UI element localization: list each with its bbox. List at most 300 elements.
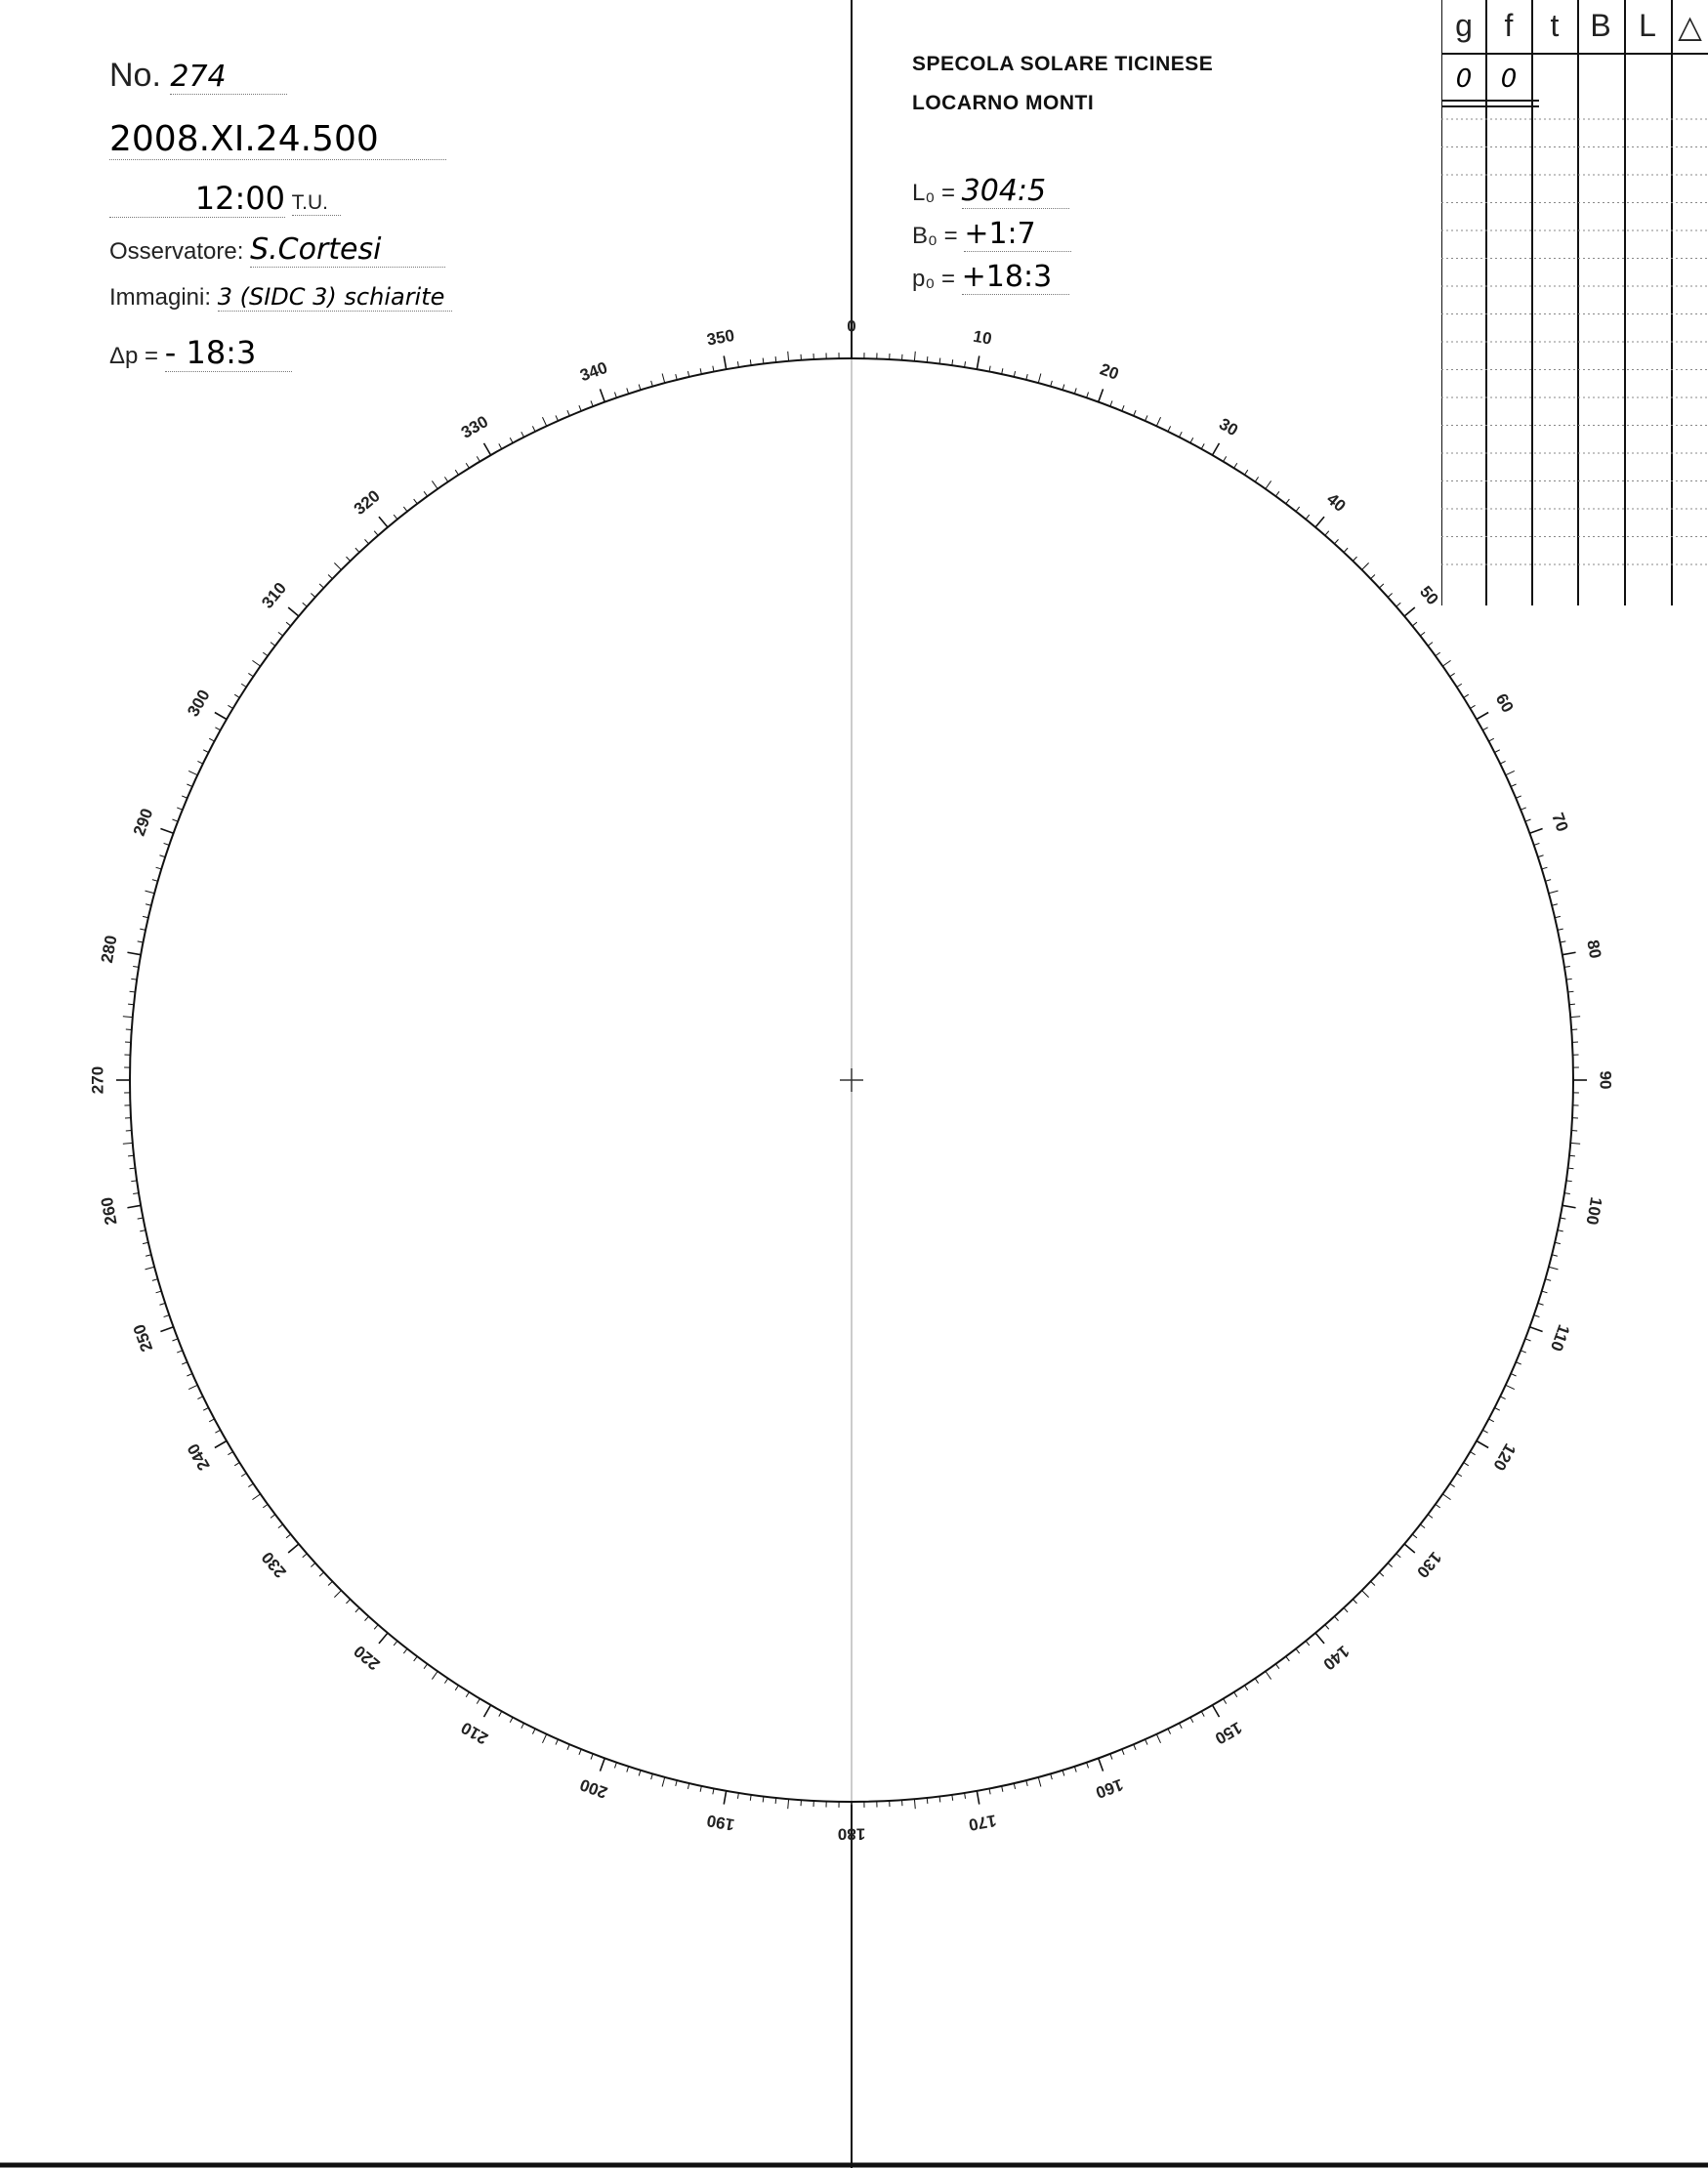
- degree-tick: [1569, 1155, 1575, 1156]
- angle-label: 0: [847, 316, 856, 336]
- degree-tick: [1344, 548, 1348, 552]
- degree-tick: [713, 366, 714, 372]
- degree-tick: [146, 891, 155, 894]
- degree-tick: [355, 1607, 359, 1611]
- angle-label: 200: [577, 1774, 610, 1803]
- degree-tick: [1122, 1749, 1124, 1755]
- L0-value: 304:5: [962, 174, 1069, 209]
- degree-tick: [1353, 557, 1356, 561]
- degree-tick: [775, 1798, 776, 1804]
- degree-tick: [303, 1554, 308, 1558]
- degree-tick: [156, 1291, 162, 1293]
- degree-tick: [1244, 470, 1247, 475]
- degree-tick: [1549, 1267, 1559, 1270]
- degree-tick: [1436, 652, 1440, 656]
- degree-tick: [1074, 388, 1076, 394]
- degree-tick: [466, 1692, 469, 1697]
- degree-tick: [662, 1777, 665, 1787]
- degree-tick: [1122, 405, 1124, 411]
- degree-tick: [1555, 916, 1561, 917]
- degree-tick: [614, 393, 616, 398]
- degree-tick: [1511, 1374, 1516, 1376]
- angle-label: 260: [97, 1195, 121, 1227]
- degree-tick: [662, 374, 665, 384]
- degree-tick: [334, 1591, 341, 1598]
- degree-tick: [1156, 1734, 1160, 1743]
- angle-label: 240: [184, 1439, 214, 1475]
- degree-tick: [172, 1339, 178, 1341]
- angle-label: 230: [258, 1548, 290, 1582]
- degree-tick: [203, 1407, 208, 1410]
- degree-tick: [444, 477, 447, 481]
- degree-tick: [252, 660, 260, 666]
- degree-tick: [188, 771, 197, 774]
- degree-tick: [311, 1563, 314, 1566]
- degree-tick: [379, 1633, 388, 1644]
- degree-tick: [1334, 1616, 1338, 1620]
- degree-tick: [1286, 1656, 1290, 1661]
- angle-label: 190: [705, 1811, 736, 1835]
- degree-tick: [1470, 705, 1475, 708]
- degree-tick: [278, 632, 283, 636]
- degree-tick: [1234, 1692, 1237, 1697]
- degree-tick: [1420, 632, 1425, 636]
- degree-tick: [286, 622, 291, 626]
- degree-tick: [1555, 1242, 1561, 1243]
- degree-tick: [1266, 480, 1271, 488]
- degree-tick: [1538, 855, 1544, 857]
- degree-tick: [965, 361, 966, 367]
- degree-tick: [1562, 952, 1576, 954]
- degree-tick: [215, 728, 220, 730]
- degree-tick: [1146, 1739, 1147, 1744]
- degree-tick: [1482, 1430, 1487, 1433]
- degree-tick: [138, 1218, 144, 1219]
- degree-tick: [1500, 761, 1505, 764]
- degree-tick: [414, 499, 418, 504]
- angle-label: 220: [350, 1642, 384, 1674]
- degree-tick: [1201, 443, 1204, 448]
- degree-tick: [1560, 1218, 1565, 1219]
- degree-tick: [1146, 415, 1147, 420]
- degree-tick: [164, 843, 170, 845]
- degree-tick: [248, 1483, 253, 1486]
- time-unit-label: T.U.: [292, 191, 341, 216]
- degree-tick: [1428, 1515, 1433, 1519]
- angle-label: 40: [1322, 489, 1350, 516]
- degree-tick: [989, 1788, 990, 1794]
- degree-tick: [123, 1017, 133, 1018]
- degree-tick: [241, 684, 246, 687]
- degree-tick: [146, 904, 151, 905]
- delta-p-label: Δp =: [109, 343, 159, 369]
- degree-tick: [234, 1463, 239, 1466]
- observatory-name: SPECOLA SOLARE TICINESE: [912, 53, 1214, 75]
- table-header-delta: △: [1678, 9, 1702, 44]
- degree-tick: [1168, 1729, 1171, 1733]
- degree-tick: [1420, 1524, 1425, 1528]
- degree-tick: [241, 1473, 246, 1476]
- degree-tick: [1156, 417, 1160, 426]
- degree-tick: [432, 1671, 437, 1679]
- record-number-label: No.: [109, 57, 161, 94]
- angle-label: 350: [705, 325, 736, 350]
- degree-tick: [556, 1739, 558, 1744]
- degree-tick: [775, 356, 776, 362]
- angle-label: 280: [97, 934, 121, 965]
- degree-tick: [1315, 1633, 1324, 1644]
- images-value: 3 (SIDC 3) schiarite: [218, 283, 452, 312]
- angle-label: 170: [967, 1811, 998, 1835]
- degree-tick: [424, 491, 428, 496]
- degree-tick: [1570, 1143, 1580, 1144]
- degree-tick: [234, 694, 239, 697]
- degree-tick: [1457, 1473, 1462, 1476]
- degree-tick: [1062, 385, 1064, 391]
- degree-tick: [156, 867, 162, 869]
- degree-tick: [334, 563, 341, 569]
- angle-label: 140: [1319, 1642, 1354, 1674]
- degree-tick: [700, 1786, 701, 1792]
- degree-tick: [128, 1155, 134, 1156]
- degree-tick: [676, 374, 677, 380]
- degree-tick: [556, 415, 558, 420]
- degree-tick: [521, 432, 524, 437]
- degree-tick: [1296, 507, 1300, 512]
- angle-label: 210: [457, 1718, 492, 1748]
- degree-tick: [146, 1255, 151, 1256]
- degree-tick: [484, 443, 491, 455]
- table-cell-g: 0: [1455, 64, 1473, 94]
- degree-tick: [263, 652, 268, 656]
- degree-tick: [1014, 1783, 1015, 1789]
- degree-tick: [403, 1648, 407, 1653]
- table-header-B: B: [1590, 8, 1611, 43]
- degree-tick: [1542, 1291, 1548, 1293]
- degree-tick: [1428, 643, 1433, 646]
- degree-tick: [1562, 1205, 1576, 1207]
- degree-tick: [1190, 1717, 1193, 1722]
- degree-tick: [215, 1430, 220, 1433]
- degree-tick: [1038, 1777, 1041, 1787]
- degree-tick: [209, 1419, 214, 1422]
- degree-tick: [1201, 1711, 1204, 1716]
- degree-tick: [215, 713, 227, 720]
- degree-tick: [1506, 771, 1515, 774]
- degree-tick: [1266, 1671, 1271, 1679]
- degree-tick: [627, 388, 629, 394]
- degree-tick: [1470, 1452, 1475, 1455]
- degree-tick: [288, 1544, 299, 1553]
- table-header-L: L: [1639, 8, 1656, 43]
- degree-tick: [1255, 1679, 1258, 1684]
- degree-tick: [278, 1524, 283, 1528]
- images-label: Immagini:: [109, 284, 212, 311]
- degree-tick: [737, 1793, 738, 1799]
- degree-tick: [152, 1279, 158, 1281]
- degree-tick: [188, 1385, 197, 1389]
- degree-tick: [532, 1729, 535, 1733]
- degree-tick: [591, 400, 593, 406]
- degree-tick: [1538, 1303, 1544, 1305]
- degree-tick: [271, 643, 275, 646]
- table-header-f: f: [1504, 8, 1514, 43]
- degree-tick: [288, 607, 299, 616]
- degree-tick: [1488, 1419, 1493, 1422]
- degree-tick: [1529, 828, 1542, 833]
- degree-tick: [1477, 1441, 1488, 1448]
- degree-tick: [1552, 1255, 1558, 1256]
- degree-tick: [687, 1783, 688, 1789]
- degree-tick: [1371, 574, 1375, 578]
- degree-tick: [700, 368, 701, 374]
- degree-tick: [1412, 622, 1417, 626]
- degree-tick: [177, 808, 183, 810]
- angle-label: 100: [1582, 1195, 1606, 1227]
- degree-tick: [1500, 1397, 1505, 1399]
- degree-tick: [1051, 1773, 1053, 1779]
- degree-tick: [965, 1793, 966, 1799]
- delta-p-value: - 18:3: [165, 334, 292, 372]
- degree-tick: [1442, 1494, 1450, 1500]
- angle-label: 180: [837, 1824, 866, 1844]
- degree-tick: [651, 1773, 653, 1779]
- degree-tick: [311, 593, 314, 597]
- degree-tick: [182, 1362, 187, 1364]
- angle-label: 130: [1413, 1548, 1445, 1582]
- degree-tick: [1110, 1754, 1112, 1760]
- degree-tick: [248, 673, 253, 676]
- degree-tick: [182, 796, 187, 798]
- degree-tick: [138, 941, 144, 942]
- angle-label: 150: [1211, 1718, 1246, 1748]
- degree-tick: [542, 1734, 546, 1743]
- degree-tick: [1099, 389, 1104, 401]
- degree-tick: [1002, 368, 1003, 374]
- degree-tick: [914, 352, 915, 361]
- degree-tick: [477, 456, 479, 461]
- degree-tick: [1224, 456, 1227, 461]
- degree-tick: [1529, 1327, 1542, 1332]
- angle-label: 110: [1546, 1321, 1574, 1355]
- degree-tick: [1549, 891, 1559, 894]
- degree-tick: [1521, 808, 1526, 810]
- observatory-location: LOCARNO MONTI: [912, 92, 1095, 114]
- degree-tick: [1234, 463, 1237, 468]
- degree-tick: [286, 1534, 291, 1538]
- angle-label: 10: [972, 326, 994, 349]
- degree-tick: [510, 1717, 513, 1722]
- observation-time-value: 12:00: [109, 180, 285, 218]
- degree-tick: [1450, 673, 1455, 676]
- degree-tick: [364, 1616, 368, 1620]
- angle-label: 340: [577, 357, 610, 386]
- degree-tick: [567, 1744, 569, 1750]
- degree-tick: [164, 1315, 170, 1317]
- degree-tick: [1051, 381, 1053, 387]
- degree-tick: [394, 1641, 397, 1646]
- degree-tick: [1404, 607, 1415, 616]
- degree-tick: [724, 355, 726, 369]
- degree-tick: [1168, 426, 1171, 431]
- degree-tick: [521, 1723, 524, 1728]
- degree-tick: [1545, 880, 1551, 882]
- degree-tick: [432, 480, 437, 488]
- degree-tick: [1396, 603, 1401, 606]
- degree-tick: [1224, 1698, 1227, 1703]
- p0-label: p₀ =: [912, 266, 955, 292]
- degree-tick: [591, 1754, 593, 1760]
- degree-tick: [1558, 1230, 1563, 1231]
- degree-tick: [614, 1763, 616, 1769]
- degree-tick: [1074, 1767, 1076, 1772]
- degree-tick: [1179, 1723, 1182, 1728]
- degree-tick: [927, 1798, 928, 1804]
- angle-label: 320: [350, 486, 384, 519]
- degree-tick: [1534, 843, 1540, 845]
- degree-tick: [215, 1441, 227, 1448]
- degree-tick: [1525, 1339, 1531, 1341]
- degree-tick: [1325, 1625, 1329, 1630]
- degree-tick: [1477, 713, 1488, 720]
- degree-tick: [160, 1327, 173, 1332]
- degree-tick: [977, 1791, 979, 1805]
- degree-tick: [914, 1799, 915, 1809]
- degree-tick: [499, 1711, 502, 1716]
- degree-tick: [346, 557, 350, 561]
- B0-label: B₀ =: [912, 223, 958, 249]
- degree-tick: [444, 1679, 447, 1684]
- degree-tick: [1190, 438, 1193, 442]
- degree-tick: [123, 1143, 133, 1144]
- angle-label: 50: [1416, 582, 1442, 609]
- degree-tick: [1511, 784, 1516, 786]
- degree-tick: [160, 828, 173, 833]
- degree-tick: [1494, 750, 1499, 753]
- degree-tick: [1570, 1017, 1580, 1018]
- degree-tick: [1255, 477, 1258, 481]
- degree-tick: [1344, 1607, 1348, 1611]
- degree-tick: [346, 1600, 350, 1604]
- angle-label: 30: [1216, 414, 1241, 440]
- degree-tick: [1296, 1648, 1300, 1653]
- degree-tick: [1488, 738, 1493, 741]
- degree-tick: [1362, 563, 1369, 569]
- degree-tick: [159, 1303, 165, 1305]
- degree-tick: [1516, 1362, 1521, 1364]
- degree-tick: [1494, 1407, 1499, 1410]
- degree-tick: [1569, 1004, 1575, 1005]
- degree-tick: [128, 1004, 134, 1005]
- degree-tick: [977, 355, 979, 369]
- degree-tick: [143, 916, 148, 917]
- angle-label: 160: [1093, 1774, 1126, 1803]
- record-number-value: 274: [170, 60, 287, 95]
- degree-tick: [127, 1205, 141, 1207]
- degree-tick: [127, 952, 141, 954]
- degree-tick: [1087, 393, 1089, 398]
- degree-tick: [542, 417, 546, 426]
- degree-tick: [466, 463, 469, 468]
- degree-tick: [1560, 941, 1565, 942]
- degree-tick: [989, 366, 990, 372]
- degree-tick: [1545, 1279, 1551, 1281]
- p0-value: +18:3: [962, 260, 1069, 295]
- degree-tick: [639, 385, 641, 391]
- degree-tick: [532, 426, 535, 431]
- degree-tick: [927, 356, 928, 362]
- degree-tick: [788, 352, 789, 361]
- degree-tick: [303, 603, 308, 606]
- angle-label: 250: [129, 1321, 157, 1355]
- degree-tick: [1038, 374, 1041, 384]
- table-cell-f: 0: [1500, 64, 1518, 94]
- degree-tick: [600, 1758, 604, 1771]
- degree-tick: [271, 1515, 275, 1519]
- degree-tick: [1026, 374, 1027, 380]
- degree-tick: [203, 750, 208, 753]
- degree-tick: [1213, 1705, 1220, 1717]
- degree-tick: [1457, 684, 1462, 687]
- degree-tick: [1542, 867, 1548, 869]
- degree-tick: [187, 784, 191, 786]
- degree-tick: [1371, 1581, 1375, 1585]
- degree-tick: [1275, 491, 1279, 496]
- degree-tick: [1014, 371, 1015, 377]
- degree-tick: [197, 1397, 202, 1399]
- degree-tick: [328, 1581, 332, 1585]
- degree-tick: [579, 405, 581, 411]
- degree-tick: [187, 1374, 191, 1376]
- degree-tick: [424, 1664, 428, 1669]
- degree-tick: [1442, 660, 1450, 666]
- degree-tick: [687, 371, 688, 377]
- degree-tick: [152, 880, 158, 882]
- degree-tick: [355, 548, 359, 552]
- degree-tick: [364, 539, 368, 543]
- degree-tick: [713, 1788, 714, 1794]
- degree-tick: [1450, 1483, 1455, 1486]
- angle-label: 310: [258, 578, 290, 612]
- degree-tick: [1134, 410, 1136, 416]
- degree-tick: [319, 1572, 323, 1576]
- degree-tick: [455, 1686, 458, 1690]
- degree-tick: [1534, 1315, 1540, 1317]
- degree-tick: [319, 584, 323, 588]
- degree-tick: [1244, 1686, 1247, 1690]
- degree-tick: [1564, 1193, 1570, 1194]
- degree-tick: [394, 515, 397, 520]
- sunspot-table: [1441, 0, 1708, 605]
- angle-label: 290: [129, 806, 157, 839]
- degree-tick: [414, 1656, 418, 1661]
- degree-tick: [737, 361, 738, 367]
- B0-value: +1:7: [964, 217, 1071, 252]
- degree-tick: [455, 470, 458, 475]
- degree-tick: [1325, 531, 1329, 536]
- angle-label: 330: [457, 412, 492, 442]
- angle-label: 120: [1489, 1439, 1520, 1475]
- degree-tick: [579, 1749, 581, 1755]
- degree-tick: [1179, 432, 1182, 437]
- degree-tick: [1525, 819, 1531, 821]
- degree-tick: [143, 1242, 148, 1243]
- degree-tick: [209, 738, 214, 741]
- degree-tick: [133, 1193, 139, 1194]
- degree-tick: [159, 855, 165, 857]
- degree-tick: [1388, 593, 1392, 597]
- degree-tick: [1213, 443, 1220, 455]
